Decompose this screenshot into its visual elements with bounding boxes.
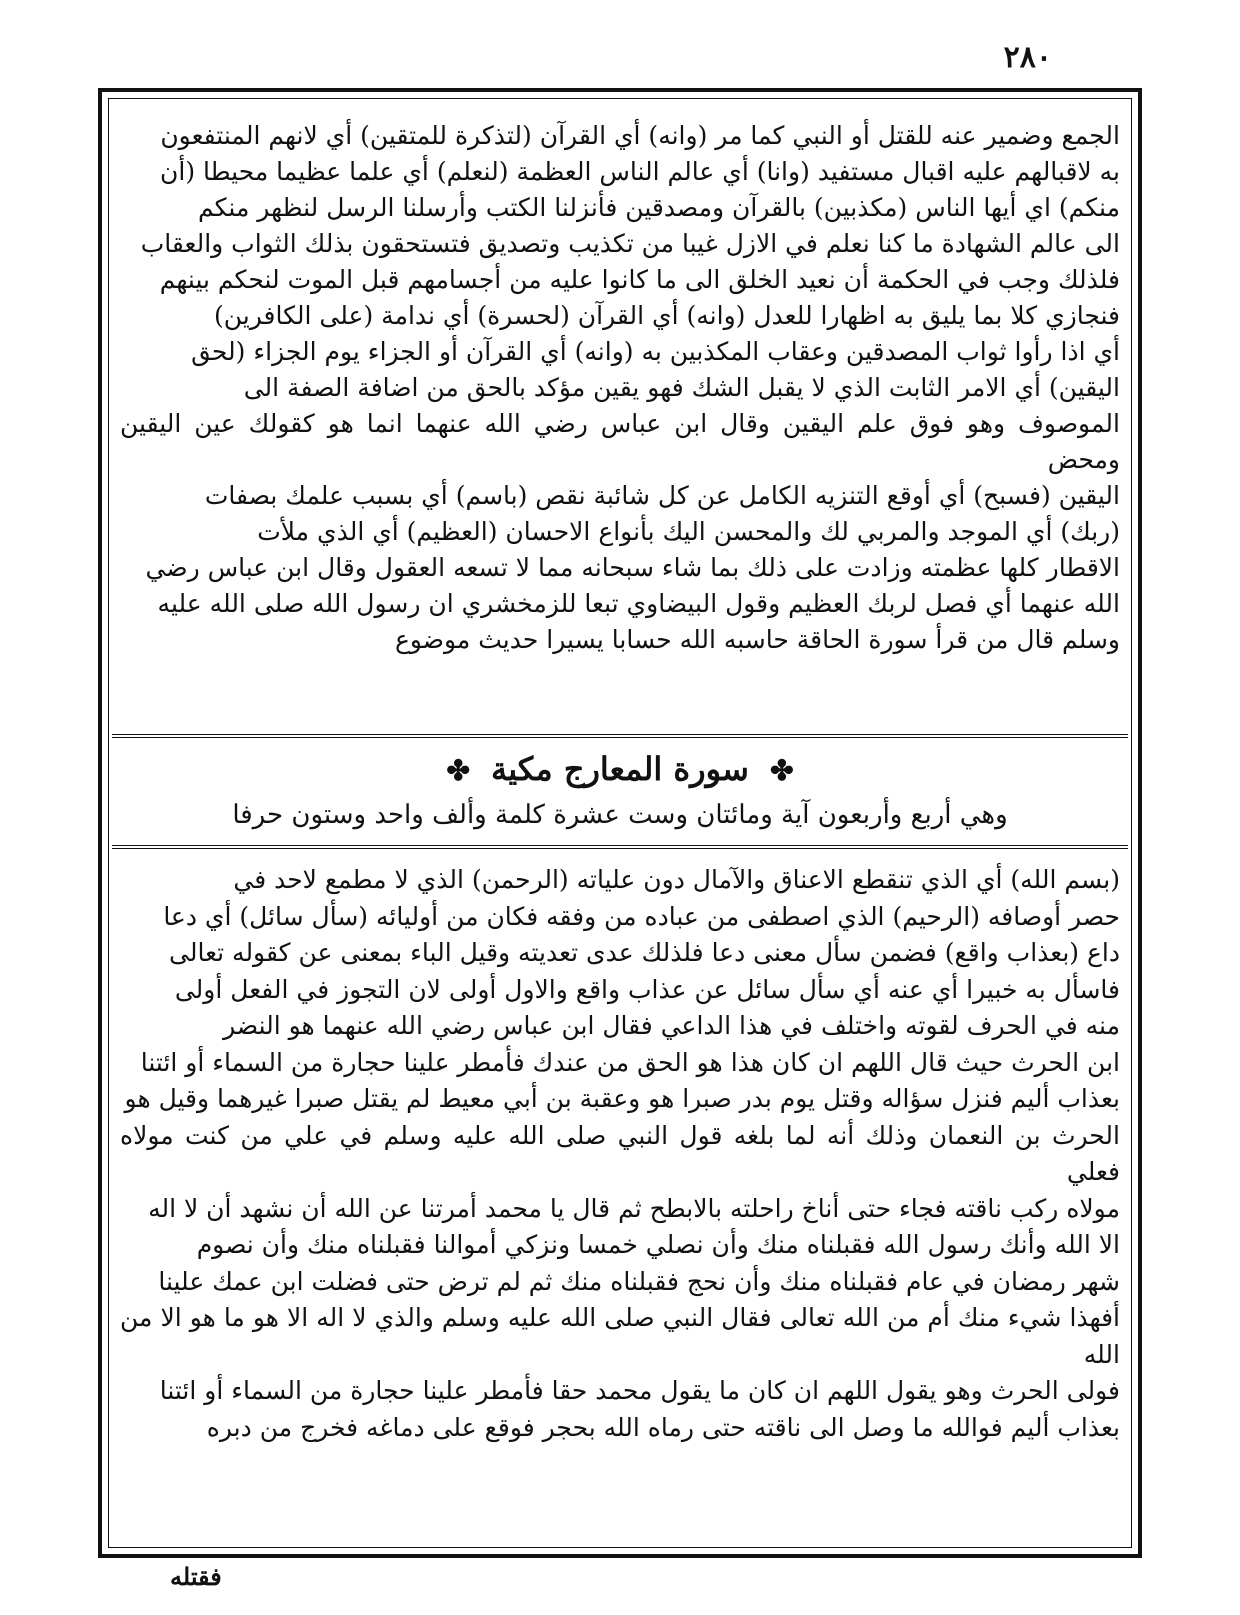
catchword: فقتله — [170, 1562, 222, 1591]
text-line: بعذاب أليم فوالله ما وصل الى ناقته حتى رماه الله بحجر فوقع على دماغه فخرج من دبره — [206, 1412, 1120, 1442]
text-line: مولاه ركب ناقته فجاء حتى أناخ راحلته بالابطح ثم قال يا محمد أمرتنا عن الله أن نشهد أن لا اله — [148, 1193, 1120, 1223]
surah-info: وهي أربع وأربعون آية ومائتان وست عشرة كلمة وألف واحد وستون حرفا — [232, 800, 1008, 830]
text-line: داع (بعذاب واقع) فضمن سأل معنى دعا فلذلك عدى تعديته وقيل الباء بمعنى عن كقوله تعالى — [169, 938, 1120, 967]
text-line: فولى الحرث وهو يقول اللهم ان كان ما يقول محمد حقا فأمطر علينا حجارة من السماء أو ائتنا — [159, 1376, 1120, 1405]
ornament-icon: ✤ — [770, 754, 794, 787]
text-line: (ربك) أي الموجد والمربي لك والمحسن اليك بأنواع الاحسان (العظيم) أي الذي ملأت — [257, 517, 1120, 546]
text-line: الجمع وضمير عنه للقتل أو النبي كما مر (وانه) أي القرآن (لتذكرة للمتقين) أي لانهم المنتفعون — [160, 121, 1120, 150]
text-line: (بسم الله) أي الذي تنقطع الاعناق والآمال دون علياته (الرحمن) الذي لا مطمع لاحد في — [233, 865, 1120, 894]
section-divider-bottom — [112, 845, 1128, 853]
text-line: شهر رمضان في عام فقبلناه منك وأن نحج فقبلناه منك ثم لم ترض حتى فضلت ابن عمك علينا — [158, 1266, 1120, 1296]
text-line: ابن الحرث حيث قال اللهم ان كان هذا هو الحق من عندك فأمطر علينا حجارة من السماء أو ائتنا — [140, 1047, 1120, 1077]
text-line: فاسأل به خبيرا أي عنه أي سأل سائل عن عذاب واقع والاول أولى لان التجوز في الفعل أولى — [174, 974, 1120, 1004]
surah-heading — [120, 750, 1120, 788]
ornament-icon: ✤ — [446, 754, 470, 787]
page-number: ٢٨٠ — [1003, 40, 1052, 75]
bottom-commentary — [120, 862, 1120, 1446]
text-line: اليقين (فسبح) أي أوقع التنزيه الكامل عن كل شائبة نقص (باسم) أي بسبب علمك بصفات — [204, 481, 1120, 510]
text-line: أفهذا شيء منك أم من الله تعالى فقال النبي صلى الله عليه وسلم والذي لا اله الا هو ما هو الا من الله — [120, 1303, 1120, 1369]
text-line: وسلم قال من قرأ سورة الحاقة حاسبه الله حسابا يسيرا حديث موضوع — [394, 625, 1120, 654]
surah-title: سورة المعارج مكية — [491, 750, 749, 788]
top-commentary — [120, 118, 1120, 658]
text-line: بعذاب أليم فنزل سؤاله وقتل يوم بدر صبرا هو وعقبة بن أبي معيط لم يقتل صبرا غيرهما وقيل هو — [124, 1084, 1120, 1113]
text-line: الاقطار كلها عظمته وزادت على ذلك بما شاء سبحانه مما لا تسعه العقول وقال ابن عباس رضي — [145, 553, 1120, 582]
text-line: فلذلك وجب في الحكمة أن نعيد الخلق الى ما كانوا عليه من أجسامهم قبل الموت لنحكم بينهم — [159, 265, 1120, 294]
section-divider-top — [112, 734, 1128, 742]
text-line: الحرث بن النعمان وذلك أنه لما بلغه قول النبي صلى الله عليه وسلم في علي من كنت مولاه فعلي — [120, 1120, 1120, 1186]
text-line: به لاقبالهم عليه اقبال مستفيد (وانا) أي عالم الناس العظمة (لنعلم) أي علما عظيما محيطا (أن — [160, 157, 1120, 186]
text-line: منكم) اي أيها الناس (مكذبين) بالقرآن ومصدقين فأنزلنا الكتب وأرسلنا الرسل لنظهر منكم — [197, 193, 1120, 222]
text-line: الا الله وأنك رسول الله فقبلناه منك وأن نصلي خمسا ونزكي أموالنا فقبلناه منك وأن نصوم — [196, 1230, 1120, 1259]
text-line: منه في الحرف لقوته واختلف في هذا الداعي فقال ابن عباس رضي الله عنهما هو النضر — [223, 1011, 1120, 1040]
text-line: حصر أوصافه (الرحيم) الذي اصطفى من عباده من وفقه فكان من أوليائه (سأل سائل) أي دعا — [163, 901, 1120, 931]
text-line: الله عنهما أي فصل لربك العظيم وقول البيضاوي تبعا للزمخشري ان رسول الله صلى الله عليه — [157, 589, 1120, 618]
text-line: الموصوف وهو فوق علم اليقين وقال ابن عباس رضي الله عنهما انما هو كقولك عين اليقين ومحض — [120, 409, 1120, 474]
text-line: فنجازي كلا بما يليق به اظهارا للعدل (وانه) أي القرآن (لحسرة) أي ندامة (على الكافرين) — [214, 301, 1120, 330]
text-line: الى عالم الشهادة ما كنا نعلم في الازل غيبا من تكذيب وتصديق فتستحقون بذلك الثواب والعقاب — [140, 229, 1120, 258]
text-line: اليقين) أي الامر الثابت الذي لا يقبل الشك فهو يقين مؤكد بالحق من اضافة الصفة الى — [243, 373, 1120, 402]
text-line: أي اذا رأوا ثواب المصدقين وعقاب المكذبين به (وانه) أي القرآن أو الجزاء يوم الجزاء (لحق — [191, 337, 1120, 366]
